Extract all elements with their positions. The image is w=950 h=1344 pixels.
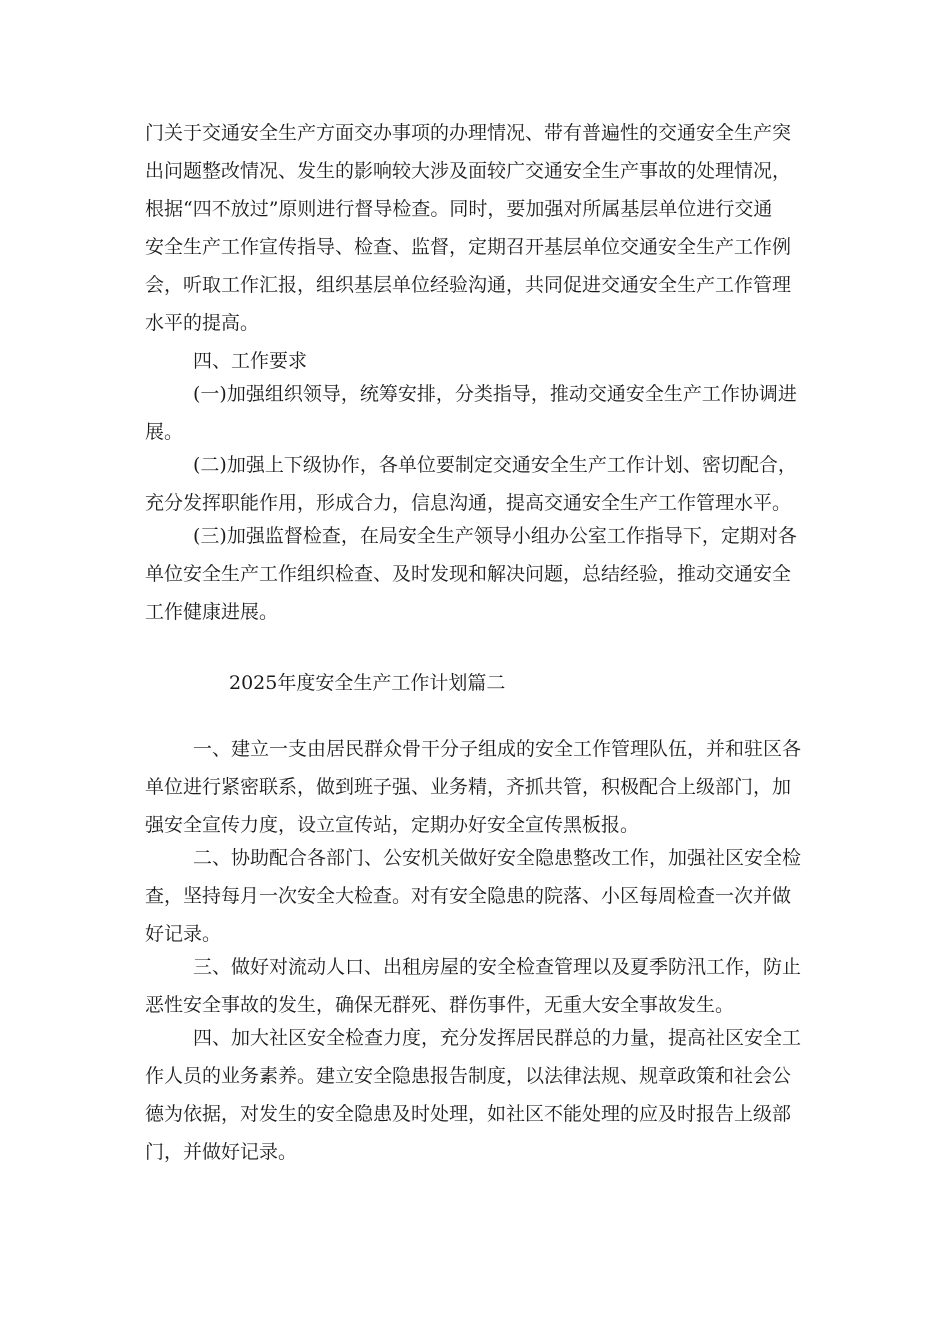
paragraph-line: 根据“四不放过”原则进行督导检查。同时，要加强对所属基层单位进行交通	[145, 198, 773, 220]
item-4-line: 门，并做好记录。	[145, 1141, 298, 1163]
section-heading: 四、工作要求	[193, 350, 308, 372]
item-1-line: 一、建立一支由居民群众骨干分子组成的安全工作管理队伍，并和驻区各	[193, 738, 802, 760]
item-2-line: 好记录。	[145, 923, 222, 945]
item-3-line: 恶性安全事故的发生，确保无群死、群伤事件，无重大安全事故发生。	[145, 994, 735, 1016]
item-4-line: 作人员的业务素养。建立安全隐患报告制度，以法律法规、规章政策和社会公	[145, 1065, 792, 1087]
requirement-3-line: 工作健康进展。	[145, 601, 279, 623]
paragraph-line: 出问题整改情况、发生的影响较大涉及面较广交通安全生产事故的处理情况，	[145, 160, 792, 182]
paragraph-line: 水平的提高。	[145, 312, 260, 334]
item-4-line: 德为依据，对发生的安全隐患及时处理，如社区不能处理的应及时报告上级部	[145, 1103, 792, 1125]
item-2-line: 二、协助配合各部门、公安机关做好安全隐患整改工作，加强社区安全检	[193, 847, 802, 869]
paragraph-line: 安全生产工作宣传指导、检查、监督，定期召开基层单位交通安全生产工作例	[145, 236, 792, 258]
item-1-line: 单位进行紧密联系，做到班子强、业务精，齐抓共管，积极配合上级部门，加	[145, 776, 792, 798]
paragraph-line: 门关于交通安全生产方面交办事项的办理情况、带有普遍性的交通安全生产突	[145, 122, 792, 144]
item-2-line: 查，坚持每月一次安全大检查。对有安全隐患的院落、小区每周检查一次并做	[145, 885, 792, 907]
paragraph-line: 会，听取工作汇报，组织基层单位经验沟通，共同促进交通安全生产工作管理	[145, 274, 792, 296]
requirement-3-line: 单位安全生产工作组织检查、及时发现和解决问题，总结经验，推动交通安全	[145, 563, 792, 585]
requirement-2-line: 充分发挥职能作用，形成合力，信息沟通，提高交通安全生产工作管理水平。	[145, 492, 792, 514]
section-title: 2025年度安全生产工作计划篇二	[229, 672, 506, 694]
requirement-1-line: 展。	[145, 421, 184, 443]
requirement-2-line: (二)加强上下级协作，各单位要制定交通安全生产工作计划、密切配合，	[193, 454, 797, 476]
item-1-line: 强安全宣传力度，设立宣传站，定期办好安全宣传黑板报。	[145, 814, 640, 836]
item-3-line: 三、做好对流动人口、出租房屋的安全检查管理以及夏季防汛工作，防止	[193, 956, 802, 978]
item-4-line: 四、加大社区安全检查力度，充分发挥居民群总的力量，提高社区安全工	[193, 1027, 802, 1049]
requirement-3-line: (三)加强监督检查，在局安全生产领导小组办公室工作指导下，定期对各	[193, 525, 797, 547]
requirement-1-line: (一)加强组织领导，统筹安排，分类指导，推动交通安全生产工作协调进	[193, 383, 797, 405]
